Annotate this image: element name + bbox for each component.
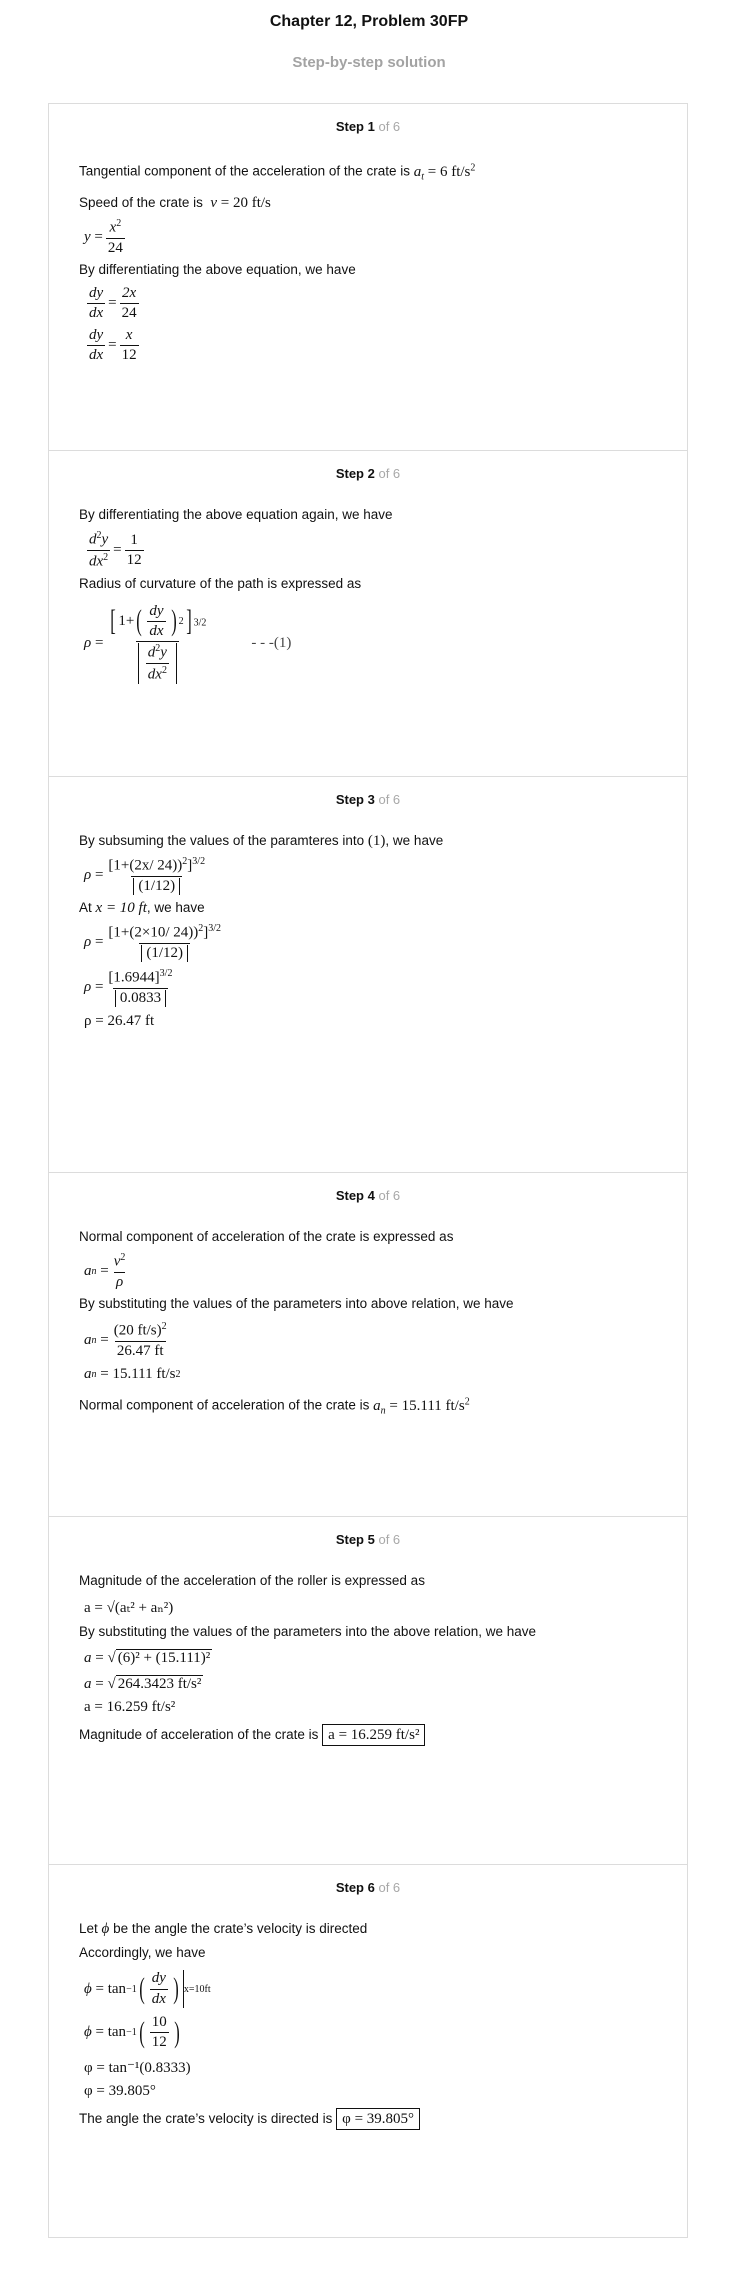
magnitude-line: Magnitude of the acceleration of the roller is expressed as xyxy=(79,1573,425,1588)
eq-phi-frac: ϕ = tan −1 ( $\frac{10}{12}$ ) xyxy=(84,2014,180,2051)
answer-box-a: a = 16.259 ft/s² xyxy=(322,1724,425,1746)
step-1-heading xyxy=(49,118,687,136)
diff-again-line: By differentiating the above equation again, we have xyxy=(79,507,393,522)
step-3-card xyxy=(48,776,688,1173)
eq-phi-general: ϕ = tan −1 ( $\frac{dy}{dx}$ ) x=10ft xyxy=(84,1970,211,2007)
at-value: $a_t = 6$ $ft/s^2$ xyxy=(413,162,476,182)
step-4-card xyxy=(48,1172,688,1517)
normal-result-line: Normal component of acceleration of the crate is $a_n = 15.111$ $ft/s^2$ xyxy=(79,1396,470,1416)
eq-rho-sub: ρ = $\frac{[1+(2x/ 24))^2]^{3/2}}{(1/12)}$ xyxy=(84,856,206,894)
radius-line: Radius of curvature of the path is expressed as xyxy=(79,575,362,591)
eq-an-general: a n = $\frac{v^2}{\rho}$ xyxy=(84,1252,126,1290)
equation-number: - - -(1) xyxy=(251,634,292,651)
eq-phi-result: φ = 39.805° xyxy=(84,2082,156,2099)
step-count: of 6 xyxy=(378,119,401,134)
v-value: v = 20 ft/s xyxy=(210,195,271,211)
eq-an-sub: a n = $\frac{(20 ft/s)^2}{26.47 ft}$ xyxy=(84,1321,167,1359)
eq-rho-num: ρ = $\frac{[1.6944]^{3/2}}{0.0833}$ xyxy=(84,968,173,1006)
eq-a-sub2: a = √ 264.3423 ft/s² xyxy=(84,1675,202,1692)
subsume-line: By subsuming the values of the paramteres into (1), we have xyxy=(79,833,444,849)
step-3-heading: Step 3 of 6 xyxy=(335,792,401,807)
step-4-heading: Step 4 of 6 xyxy=(335,1188,401,1203)
step-2-card xyxy=(48,450,688,777)
eq-an-result: a n = 15.111 ft/s 2 xyxy=(84,1366,181,1382)
normal-line: Normal component of acceleration of the crate is expressed as xyxy=(79,1229,454,1244)
eq-y: y = $\frac{x^2}{24}$ xyxy=(84,218,123,256)
step-5-card xyxy=(48,1516,688,1865)
step-label: Step 1 xyxy=(335,119,375,134)
magnitude-result-line: Magnitude of acceleration of the crate is a = 16.259 ft/s² xyxy=(79,1724,687,1746)
eq-a-sub1: a = √ (6)² + (15.111)² xyxy=(84,1649,211,1666)
eq-dydx-2: $\frac{dy}{dx}$ = $\frac{x}{12}$ xyxy=(89,326,137,363)
eq-dydx-1: $\frac{dy}{dx}$ = $\frac{2x}{24}$ xyxy=(89,285,137,322)
eq-rho-x10: ρ = $\frac{[1+(2\times 10/ 24))^2]^{3/2}}{(1/12)}$ xyxy=(84,923,222,961)
eq-rho-result: ρ = 26.47 ft xyxy=(84,1013,155,1029)
page-subtitle: Step-by-step solution xyxy=(292,54,446,71)
substitute-line: By substituting the values of the parameters into above relation, we have xyxy=(79,1296,514,1311)
let-phi-line: Let ϕ be the angle the crate’s velocity is directed xyxy=(79,1921,368,1937)
step-6-card xyxy=(48,1864,688,2238)
substitute-line-5: By substituting the values of the parameters into the above relation, we have xyxy=(79,1624,537,1639)
tangential-line: Tangential component of the acceleration of the crate is $a_t = 6$ $ft/s^2$ xyxy=(79,162,476,182)
phi-result-line: The angle the crate’s velocity is directed is φ = 39.805° xyxy=(79,2108,687,2130)
step-5-heading: Step 5 of 6 xyxy=(335,1532,401,1547)
step-1-card xyxy=(48,103,688,451)
eq-d2ydx2: $\frac{d^2y}{dx^2}$ = $\frac{1}{12}$ xyxy=(89,530,142,570)
answer-box-phi: φ = 39.805° xyxy=(336,2108,420,2130)
eq-phi-tan: φ = tan⁻¹(0.8333) xyxy=(84,2059,191,2076)
step-2-heading: Step 2 of 6 xyxy=(335,466,401,481)
page-title: Chapter 12, Problem 30FP xyxy=(269,13,469,30)
diff-line: By differentiating the above equation, we have xyxy=(79,262,356,277)
at-x-line: At x = 10 ft, we have xyxy=(79,900,205,916)
eq-a-general: a = √(aₜ² + aₙ²) xyxy=(84,1600,174,1616)
step-6-heading: Step 6 of 6 xyxy=(335,1880,401,1895)
speed-line: Speed of the crate is v = 20 ft/s xyxy=(79,195,271,211)
eq-a-result: a = 16.259 ft/s² xyxy=(84,1699,176,1715)
accordingly-line: Accordingly, we have xyxy=(79,1945,206,1960)
eq-rho-general: ρ = [ 1+ ( $\frac{dy}{dx}$ ) 2 ] $^{3/2}$ $\frac{d^2y}{dx^2}$ - - -(1) xyxy=(84,602,292,683)
